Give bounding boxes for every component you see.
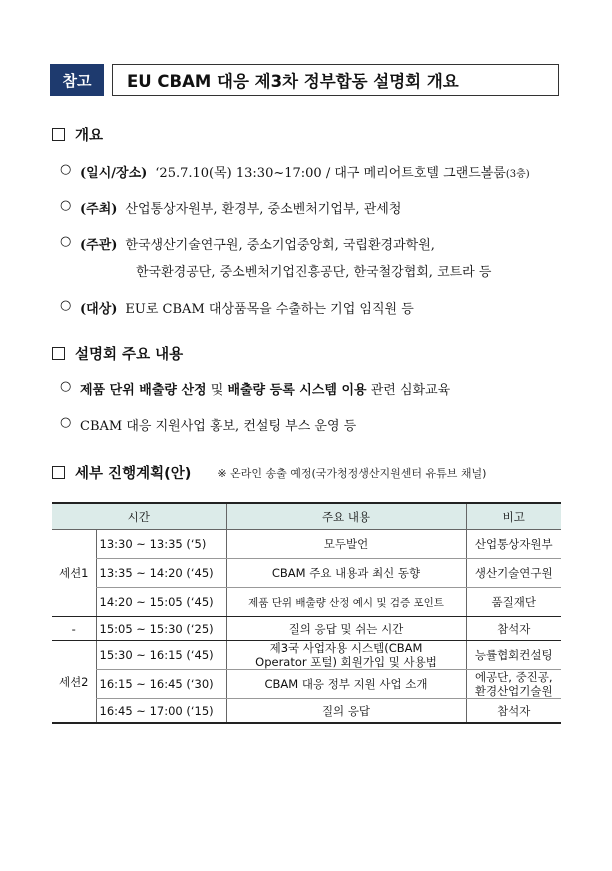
- circle-bullet-icon: ○: [60, 234, 72, 249]
- item-label: (주최): [80, 202, 118, 217]
- item-content: EU로 CBAM 대상품목을 수출하는 기업 임직원 등: [125, 302, 414, 317]
- square-bullet-icon: [52, 466, 65, 479]
- note-cell: 에공단, 중진공, 환경산업기술원: [466, 670, 561, 699]
- content-cell: 질의 응답 및 쉬는 시간: [226, 617, 466, 641]
- note-cell: 참석자: [466, 699, 561, 724]
- table-header-row: [52, 503, 561, 530]
- time-cell: 14:20 ~ 15:05 (‘45): [96, 588, 226, 617]
- note-cell: 생산기술연구원: [466, 559, 561, 588]
- overview-item-host: [60, 198, 401, 217]
- table-row: [52, 641, 561, 670]
- overview-heading: 개요: [52, 124, 103, 145]
- item-label: (일시/장소): [80, 166, 148, 181]
- time-cell: 16:45 ~ 17:00 (‘15): [96, 699, 226, 724]
- table-row: [52, 670, 561, 699]
- square-bullet-icon: [52, 128, 65, 141]
- note-cell: 참석자: [466, 617, 561, 641]
- table-row: [52, 617, 561, 641]
- col-header-content: 주요 내용: [226, 503, 466, 530]
- reference-badge: 참고: [50, 64, 104, 96]
- circle-bullet-icon: ○: [60, 379, 72, 394]
- session-cell: 세션1: [52, 530, 96, 617]
- overview-item-datetime: [60, 162, 530, 181]
- content-cell: 모두발언: [226, 530, 466, 559]
- time-cell: 13:35 ~ 14:20 (‘45): [96, 559, 226, 588]
- item-content: 한국생산기술연구원, 중소기업중앙회, 국립환경과학원,: [125, 238, 435, 253]
- time-cell: 15:30 ~ 16:15 (‘45): [96, 641, 226, 670]
- time-cell: 16:15 ~ 16:45 (‘30): [96, 670, 226, 699]
- note-cell: 산업통상자원부: [466, 530, 561, 559]
- note-cell: 품질재단: [466, 588, 561, 617]
- circle-bullet-icon: ○: [60, 198, 72, 213]
- table-row: [52, 530, 561, 559]
- session-cell: 세션2: [52, 641, 96, 724]
- item-content: ‘25.7.10(목) 13:30~17:00 / 대구 메리어트호텔 그랜드볼룸: [155, 166, 506, 181]
- content-cell: 제3국 사업자용 시스템(CBAM Operator 포털) 회원가입 및 사용법: [226, 641, 466, 670]
- item-content: 산업통상자원부, 환경부, 중소벤처기업부, 관세청: [125, 202, 402, 217]
- main-content-item-1: ○ 제품 단위 배출량 산정 및 배출량 등록 시스템 이용 관련 심화교육: [60, 379, 451, 398]
- square-bullet-icon: [52, 347, 65, 360]
- session-cell: -: [52, 617, 96, 641]
- item-suffix: (3층): [505, 169, 530, 180]
- overview-item-target: [60, 298, 414, 317]
- item-content: 한국환경공단, 중소벤처기업진흥공단, 한국철강협회, 코트라 등: [136, 265, 492, 280]
- time-cell: 13:30 ~ 13:35 (‘5): [96, 530, 226, 559]
- time-cell: 15:05 ~ 15:30 (‘25): [96, 617, 226, 641]
- document-header: [50, 64, 559, 96]
- circle-bullet-icon: ○: [60, 162, 72, 177]
- document-title: EU CBAM 대응 제3차 정부합동 설명회 개요: [112, 64, 559, 96]
- table-row: [52, 559, 561, 588]
- item-label: (대상): [80, 302, 118, 317]
- content-cell: 제품 단위 배출량 산정 예시 및 검증 포인트: [226, 588, 466, 617]
- schedule-heading: 세부 진행계획(안) ※ 온라인 송출 예정(국가청정생산지원센터 유튜브 채널): [52, 462, 486, 483]
- circle-bullet-icon: ○: [60, 298, 72, 313]
- content-cell: 질의 응답: [226, 699, 466, 724]
- col-header-time: 시간: [52, 503, 226, 530]
- content-cell: CBAM 대응 정부 지원 사업 소개: [226, 670, 466, 699]
- schedule-note: ※ 온라인 송출 예정(국가청정생산지원센터 유튜브 채널): [217, 466, 487, 480]
- main-content-item-2: ○ CBAM 대응 지원사업 홍보, 컨설팅 부스 운영 등: [60, 415, 357, 434]
- schedule-table: [52, 502, 561, 724]
- circle-bullet-icon: ○: [60, 415, 72, 430]
- overview-item-organizer-line2: [136, 261, 491, 280]
- content-cell: CBAM 주요 내용과 최신 동향: [226, 559, 466, 588]
- table-row: [52, 699, 561, 724]
- note-cell: 능률협회컨설팅: [466, 641, 561, 670]
- main-content-heading: 설명회 주요 내용: [52, 343, 183, 364]
- col-header-note: 비고: [466, 503, 561, 530]
- table-row: [52, 588, 561, 617]
- item-label: (주관): [80, 238, 118, 253]
- overview-item-organizer: [60, 234, 435, 253]
